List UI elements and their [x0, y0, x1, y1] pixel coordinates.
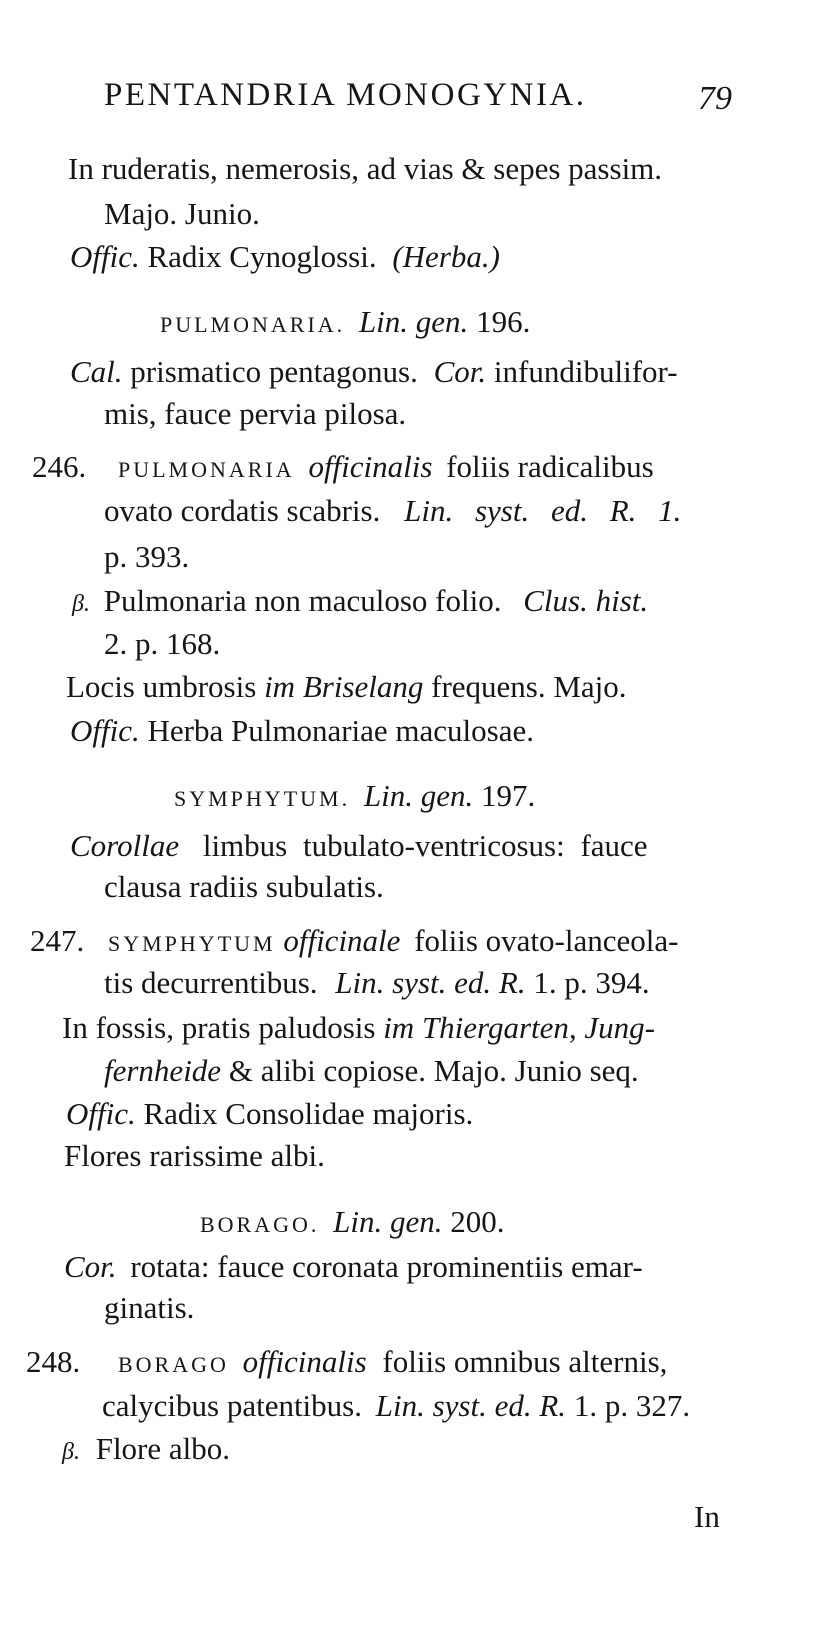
corolla-text: infundibulifor- — [493, 354, 678, 389]
pulmonaria-variety-page: 2. p. 168. — [104, 626, 221, 661]
page-number: 79 — [698, 80, 732, 117]
symphytum-note: Flores rarissime albi. — [64, 1138, 325, 1173]
pulmonaria-species-line-1 — [118, 448, 654, 489]
pulmonaria-character-line-1 — [70, 353, 678, 391]
calyx-text: prismatico pentagonus. — [130, 354, 418, 389]
symphytum-character-line-1 — [70, 827, 648, 865]
species-genus: PULMONARIA — [118, 457, 295, 482]
corolla-text: rotata: fauce coronata prominentiis emar- — [130, 1249, 643, 1284]
species-desc: foliis radicalibus — [446, 449, 654, 484]
cynoglossum-habitat-line-2: Majo. Junio. — [104, 196, 260, 231]
pulmonaria-species-line-3: p. 393. — [104, 539, 190, 574]
borago-character-line-1 — [64, 1248, 643, 1286]
offic-label: Offic. — [66, 1096, 136, 1131]
species-number-247: 247. — [30, 923, 85, 958]
species-page: 1. p. 327. — [573, 1388, 691, 1423]
corolla-label: Cor. — [433, 354, 487, 389]
species-epithet: officinale — [283, 923, 401, 958]
borago-species-line-2 — [102, 1387, 690, 1425]
species-number-248: 248. — [26, 1344, 81, 1379]
species-desc: calycibus patentibus. — [102, 1388, 362, 1423]
species-desc: ovato cordatis scabris. — [104, 493, 381, 528]
species-desc: foliis ovato-lanceola- — [414, 923, 679, 958]
species-epithet: officinalis — [308, 449, 433, 484]
habitat-place: fernheide — [104, 1053, 222, 1088]
offic-label: Offic. — [70, 713, 140, 748]
symphytum-habitat-line-1 — [62, 1009, 655, 1047]
pulmonaria-offic — [70, 712, 534, 750]
variety-text: Flore albo. — [95, 1431, 231, 1466]
habitat-text: & alibi copiose. Majo. Junio seq. — [228, 1053, 639, 1088]
symphytum-species-line-2 — [104, 964, 650, 1002]
genus-ref: Lin. gen. — [333, 1204, 443, 1239]
offic-label: Offic. — [70, 239, 140, 274]
species-ref: Lin. syst. ed. R. 1. — [404, 493, 682, 528]
borago-species-line-1 — [118, 1343, 667, 1384]
running-head-title: PENTANDRIA MONOGYNIA. — [104, 77, 587, 113]
symphytum-habitat-line-2 — [104, 1052, 639, 1090]
genus-name: SYMPHYTUM. — [174, 786, 351, 811]
symphytum-offic — [66, 1095, 473, 1133]
species-page: 1. p. 394. — [533, 965, 650, 1000]
pulmonaria-habitat — [66, 668, 627, 706]
variety-ref: Clus. hist. — [523, 583, 649, 618]
variety-label: β. — [62, 1439, 80, 1465]
species-ref: Lin. syst. ed. R. — [335, 965, 526, 1000]
genus-name: PULMONARIA. — [160, 312, 346, 337]
genus-number: 197. — [480, 778, 536, 813]
habitat-place: im Briselang — [264, 669, 424, 704]
habitat-text: frequens. Majo. — [431, 669, 627, 704]
genus-number: 200. — [450, 1204, 505, 1239]
corolla-label: Corollae — [70, 828, 180, 863]
pulmonaria-genus-heading — [160, 303, 530, 344]
species-number-246: 246. — [32, 449, 87, 484]
species-ref: Lin. syst. ed. R. — [375, 1388, 567, 1423]
genus-ref: Lin. gen. — [358, 304, 469, 339]
catchword: In — [694, 1499, 720, 1534]
genus-name: BORAGO. — [200, 1212, 320, 1237]
species-desc: foliis omnibus alternis, — [382, 1344, 668, 1379]
species-epithet: officinalis — [242, 1344, 367, 1379]
offic-text: Radix Consolidae majoris. — [143, 1096, 474, 1131]
species-desc: tis decurrentibus. — [104, 965, 318, 1000]
variety-label: β. — [72, 591, 90, 617]
genus-number: 196. — [476, 304, 531, 339]
offic-herba: (Herba.) — [392, 239, 500, 274]
variety-text: Pulmonaria non maculoso folio. — [103, 583, 502, 618]
pulmonaria-character-line-2: mis, fauce pervia pilosa. — [104, 396, 407, 431]
genus-ref: Lin. gen. — [363, 778, 474, 813]
pulmonaria-species-line-2 — [104, 492, 681, 530]
borago-character-line-2: ginatis. — [104, 1290, 195, 1325]
corolla-label: Cor. — [64, 1249, 117, 1284]
species-genus: BORAGO — [118, 1352, 229, 1377]
borago-genus-heading — [200, 1203, 505, 1244]
symphytum-species-line-1 — [108, 922, 678, 963]
borago-variety — [62, 1430, 230, 1471]
cynoglossum-habitat-line-1: In ruderatis, nemerosis, ad vias & sepes passim. — [68, 151, 663, 186]
symphytum-genus-heading — [174, 777, 535, 818]
habitat-text: In fossis, pratis paludosis — [62, 1010, 376, 1045]
species-genus: SYMPHYTUM — [108, 931, 276, 956]
calyx-label: Cal. — [70, 354, 123, 389]
habitat-place: im Thiergarten, Jung- — [383, 1010, 655, 1045]
offic-text: Radix Cynoglossi. — [147, 239, 377, 274]
symphytum-character-line-2: clausa radiis subulatis. — [104, 869, 384, 904]
offic-text: Herba Pulmonariae maculosae. — [147, 713, 534, 748]
habitat-text: Locis umbrosis — [66, 669, 257, 704]
corolla-text: limbus tubulato-ventricosus: fauce — [202, 828, 648, 863]
cynoglossum-offic — [70, 238, 500, 276]
pulmonaria-variety — [72, 582, 648, 623]
